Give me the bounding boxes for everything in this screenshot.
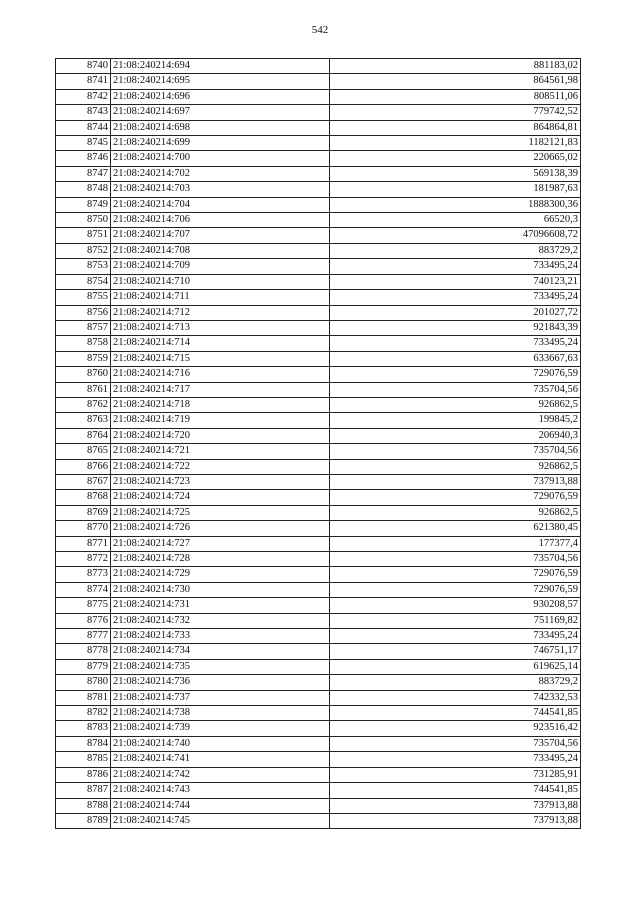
table-row: [56, 736, 581, 751]
cadastral-number-cell: 21:08:240214:707: [111, 228, 330, 243]
cadastral-number-cell: 21:08:240214:723: [111, 474, 330, 489]
row-number-cell: 8754: [56, 274, 111, 289]
row-number-cell: 8789: [56, 813, 111, 828]
cadastral-value-table: [55, 58, 581, 829]
row-number-cell: 8760: [56, 367, 111, 382]
table-row: [56, 644, 581, 659]
value-amount-cell: 926862,5: [330, 505, 581, 520]
table-row: [56, 459, 581, 474]
value-amount-cell: 47096608,72: [330, 228, 581, 243]
cadastral-number-cell: 21:08:240214:711: [111, 290, 330, 305]
cadastral-number-cell: 21:08:240214:735: [111, 659, 330, 674]
table-row: [56, 567, 581, 582]
cadastral-number-cell: 21:08:240214:728: [111, 552, 330, 567]
cadastral-number-cell: 21:08:240214:721: [111, 444, 330, 459]
value-amount-cell: 883729,2: [330, 675, 581, 690]
row-number-cell: 8778: [56, 644, 111, 659]
table-row: [56, 151, 581, 166]
table-row: [56, 74, 581, 89]
value-amount-cell: 735704,56: [330, 444, 581, 459]
cadastral-number-cell: 21:08:240214:740: [111, 736, 330, 751]
row-number-cell: 8748: [56, 182, 111, 197]
value-amount-cell: 883729,2: [330, 243, 581, 258]
row-number-cell: 8776: [56, 613, 111, 628]
value-amount-cell: 923516,42: [330, 721, 581, 736]
cadastral-number-cell: 21:08:240214:731: [111, 598, 330, 613]
row-number-cell: 8746: [56, 151, 111, 166]
row-number-cell: 8783: [56, 721, 111, 736]
cadastral-number-cell: 21:08:240214:725: [111, 505, 330, 520]
table-row: [56, 397, 581, 412]
row-number-cell: 8785: [56, 752, 111, 767]
row-number-cell: 8787: [56, 783, 111, 798]
table-row: [56, 182, 581, 197]
cadastral-number-cell: 21:08:240214:703: [111, 182, 330, 197]
table-row: [56, 428, 581, 443]
value-amount-cell: 737913,88: [330, 798, 581, 813]
cadastral-number-cell: 21:08:240214:696: [111, 89, 330, 104]
value-amount-cell: 619625,14: [330, 659, 581, 674]
row-number-cell: 8769: [56, 505, 111, 520]
cadastral-number-cell: 21:08:240214:744: [111, 798, 330, 813]
table-row: [56, 274, 581, 289]
value-amount-cell: 733495,24: [330, 629, 581, 644]
value-amount-cell: 729076,59: [330, 490, 581, 505]
table-row: [56, 259, 581, 274]
cadastral-number-cell: 21:08:240214:714: [111, 336, 330, 351]
table-row: [56, 767, 581, 782]
row-number-cell: 8747: [56, 166, 111, 181]
row-number-cell: 8756: [56, 305, 111, 320]
table-row: [56, 336, 581, 351]
row-number-cell: 8751: [56, 228, 111, 243]
value-amount-cell: 733495,24: [330, 336, 581, 351]
value-amount-cell: 181987,63: [330, 182, 581, 197]
value-amount-cell: 926862,5: [330, 397, 581, 412]
value-amount-cell: 177377,4: [330, 536, 581, 551]
value-amount-cell: 731285,91: [330, 767, 581, 782]
cadastral-number-cell: 21:08:240214:737: [111, 690, 330, 705]
row-number-cell: 8761: [56, 382, 111, 397]
value-amount-cell: 744541,85: [330, 706, 581, 721]
cadastral-number-cell: 21:08:240214:738: [111, 706, 330, 721]
row-number-cell: 8772: [56, 552, 111, 567]
cadastral-number-cell: 21:08:240214:702: [111, 166, 330, 181]
table-row: [56, 629, 581, 644]
table-row: [56, 197, 581, 212]
cadastral-number-cell: 21:08:240214:713: [111, 320, 330, 335]
cadastral-number-cell: 21:08:240214:712: [111, 305, 330, 320]
table-row: [56, 228, 581, 243]
cadastral-number-cell: 21:08:240214:722: [111, 459, 330, 474]
table-row: [56, 351, 581, 366]
cadastral-number-cell: 21:08:240214:736: [111, 675, 330, 690]
cadastral-number-cell: 21:08:240214:718: [111, 397, 330, 412]
table-row: [56, 752, 581, 767]
row-number-cell: 8741: [56, 74, 111, 89]
cadastral-number-cell: 21:08:240214:745: [111, 813, 330, 828]
table-row: [56, 598, 581, 613]
table-row: [56, 536, 581, 551]
value-amount-cell: 881183,02: [330, 59, 581, 74]
cadastral-number-cell: 21:08:240214:743: [111, 783, 330, 798]
table-row: [56, 659, 581, 674]
table-row: [56, 105, 581, 120]
value-amount-cell: 735704,56: [330, 552, 581, 567]
cadastral-number-cell: 21:08:240214:729: [111, 567, 330, 582]
cadastral-number-cell: 21:08:240214:710: [111, 274, 330, 289]
cadastral-number-cell: 21:08:240214:741: [111, 752, 330, 767]
row-number-cell: 8744: [56, 120, 111, 135]
page-number: 542: [311, 24, 329, 36]
row-number-cell: 8762: [56, 397, 111, 412]
table-row: [56, 213, 581, 228]
table-body: [56, 59, 581, 829]
row-number-cell: 8784: [56, 736, 111, 751]
cadastral-number-cell: 21:08:240214:700: [111, 151, 330, 166]
table-row: [56, 166, 581, 181]
cadastral-number-cell: 21:08:240214:716: [111, 367, 330, 382]
value-amount-cell: 206940,3: [330, 428, 581, 443]
row-number-cell: 8779: [56, 659, 111, 674]
cadastral-number-cell: 21:08:240214:706: [111, 213, 330, 228]
row-number-cell: 8765: [56, 444, 111, 459]
cadastral-number-cell: 21:08:240214:727: [111, 536, 330, 551]
row-number-cell: 8773: [56, 567, 111, 582]
value-amount-cell: 733495,24: [330, 290, 581, 305]
value-amount-cell: 729076,59: [330, 582, 581, 597]
value-amount-cell: 201027,72: [330, 305, 581, 320]
value-amount-cell: 737913,88: [330, 474, 581, 489]
value-amount-cell: 864561,98: [330, 74, 581, 89]
table-row: [56, 613, 581, 628]
row-number-cell: 8782: [56, 706, 111, 721]
table-row: [56, 290, 581, 305]
value-amount-cell: 735704,56: [330, 382, 581, 397]
cadastral-number-cell: 21:08:240214:699: [111, 136, 330, 151]
table-row: [56, 444, 581, 459]
row-number-cell: 8750: [56, 213, 111, 228]
table-row: [56, 582, 581, 597]
row-number-cell: 8759: [56, 351, 111, 366]
table-row: [56, 798, 581, 813]
value-amount-cell: 921843,39: [330, 320, 581, 335]
row-number-cell: 8755: [56, 290, 111, 305]
value-amount-cell: 744541,85: [330, 783, 581, 798]
cadastral-number-cell: 21:08:240214:708: [111, 243, 330, 258]
table-row: [56, 243, 581, 258]
row-number-cell: 8740: [56, 59, 111, 74]
table-row: [56, 690, 581, 705]
value-amount-cell: 729076,59: [330, 367, 581, 382]
cadastral-number-cell: 21:08:240214:742: [111, 767, 330, 782]
value-amount-cell: 733495,24: [330, 752, 581, 767]
value-amount-cell: 864864,81: [330, 120, 581, 135]
table-row: [56, 59, 581, 74]
cadastral-number-cell: 21:08:240214:698: [111, 120, 330, 135]
table-row: [56, 120, 581, 135]
cadastral-number-cell: 21:08:240214:733: [111, 629, 330, 644]
table-row: [56, 413, 581, 428]
row-number-cell: 8788: [56, 798, 111, 813]
value-amount-cell: 220665,02: [330, 151, 581, 166]
value-amount-cell: 1182121,83: [330, 136, 581, 151]
table-row: [56, 136, 581, 151]
row-number-cell: 8743: [56, 105, 111, 120]
row-number-cell: 8758: [56, 336, 111, 351]
row-number-cell: 8781: [56, 690, 111, 705]
row-number-cell: 8786: [56, 767, 111, 782]
table-row: [56, 305, 581, 320]
row-number-cell: 8753: [56, 259, 111, 274]
row-number-cell: 8766: [56, 459, 111, 474]
table-row: [56, 89, 581, 104]
value-amount-cell: 737913,88: [330, 813, 581, 828]
cadastral-number-cell: 21:08:240214:704: [111, 197, 330, 212]
row-number-cell: 8752: [56, 243, 111, 258]
row-number-cell: 8768: [56, 490, 111, 505]
cadastral-number-cell: 21:08:240214:697: [111, 105, 330, 120]
value-amount-cell: 633667,63: [330, 351, 581, 366]
value-amount-cell: 926862,5: [330, 459, 581, 474]
cadastral-number-cell: 21:08:240214:709: [111, 259, 330, 274]
value-amount-cell: 740123,21: [330, 274, 581, 289]
cadastral-number-cell: 21:08:240214:734: [111, 644, 330, 659]
table-row: [56, 706, 581, 721]
value-amount-cell: 66520,3: [330, 213, 581, 228]
table-row: [56, 490, 581, 505]
cadastral-number-cell: 21:08:240214:719: [111, 413, 330, 428]
table-row: [56, 675, 581, 690]
value-amount-cell: 746751,17: [330, 644, 581, 659]
row-number-cell: 8777: [56, 629, 111, 644]
value-amount-cell: 1888300,36: [330, 197, 581, 212]
cadastral-number-cell: 21:08:240214:724: [111, 490, 330, 505]
row-number-cell: 8780: [56, 675, 111, 690]
row-number-cell: 8767: [56, 474, 111, 489]
row-number-cell: 8775: [56, 598, 111, 613]
cadastral-number-cell: 21:08:240214:730: [111, 582, 330, 597]
table-row: [56, 783, 581, 798]
value-amount-cell: 808511,06: [330, 89, 581, 104]
value-amount-cell: 199845,2: [330, 413, 581, 428]
table-row: [56, 367, 581, 382]
row-number-cell: 8764: [56, 428, 111, 443]
table-row: [56, 474, 581, 489]
value-amount-cell: 569138,39: [330, 166, 581, 181]
table-row: [56, 813, 581, 828]
row-number-cell: 8757: [56, 320, 111, 335]
value-amount-cell: 930208,57: [330, 598, 581, 613]
cadastral-number-cell: 21:08:240214:717: [111, 382, 330, 397]
value-amount-cell: 779742,52: [330, 105, 581, 120]
row-number-cell: 8770: [56, 521, 111, 536]
value-amount-cell: 742332,53: [330, 690, 581, 705]
table-row: [56, 721, 581, 736]
cadastral-number-cell: 21:08:240214:694: [111, 59, 330, 74]
cadastral-number-cell: 21:08:240214:695: [111, 74, 330, 89]
value-amount-cell: 735704,56: [330, 736, 581, 751]
value-amount-cell: 621380,45: [330, 521, 581, 536]
row-number-cell: 8749: [56, 197, 111, 212]
cadastral-number-cell: 21:08:240214:739: [111, 721, 330, 736]
table-row: [56, 505, 581, 520]
value-amount-cell: 733495,24: [330, 259, 581, 274]
table-row: [56, 382, 581, 397]
row-number-cell: 8774: [56, 582, 111, 597]
row-number-cell: 8742: [56, 89, 111, 104]
cadastral-number-cell: 21:08:240214:732: [111, 613, 330, 628]
row-number-cell: 8763: [56, 413, 111, 428]
value-amount-cell: 751169,82: [330, 613, 581, 628]
cadastral-number-cell: 21:08:240214:720: [111, 428, 330, 443]
table-row: [56, 521, 581, 536]
value-amount-cell: 729076,59: [330, 567, 581, 582]
table-row: [56, 552, 581, 567]
cadastral-number-cell: 21:08:240214:726: [111, 521, 330, 536]
row-number-cell: 8771: [56, 536, 111, 551]
row-number-cell: 8745: [56, 136, 111, 151]
cadastral-number-cell: 21:08:240214:715: [111, 351, 330, 366]
table-row: [56, 320, 581, 335]
